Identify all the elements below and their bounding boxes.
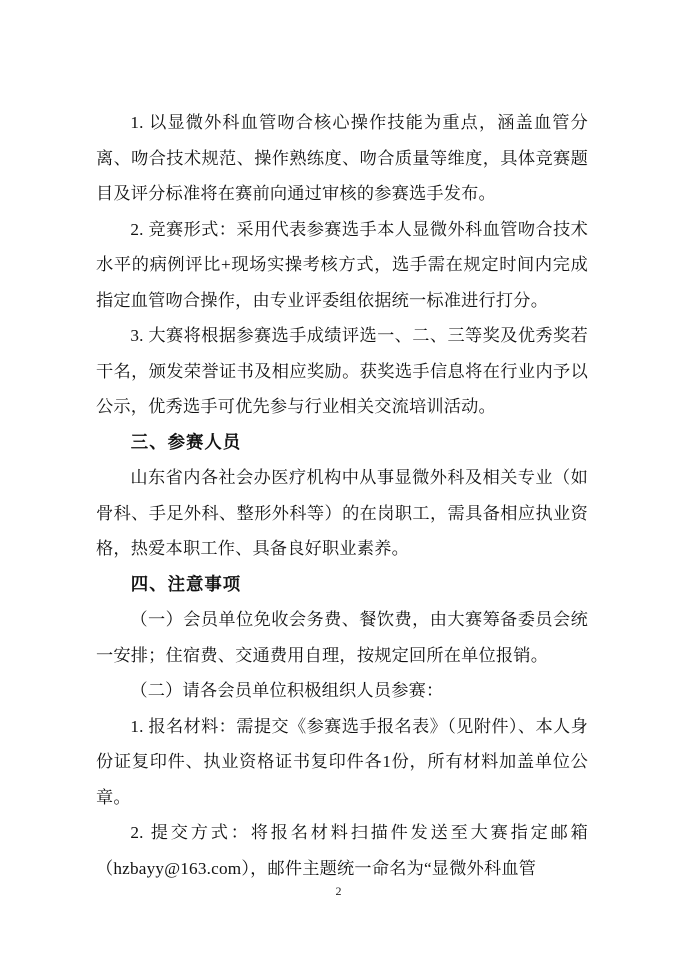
paragraph-note-1: （一）会员单位免收会务费、餐饮费，由大赛筹备委员会统一安排；住宿费、交通费用自理，按规定回所在单位报销。 [96,610,588,665]
section-heading-participants: 三、参赛人员 [130,431,242,452]
paragraph-item-2: 2. 竞赛形式：采用代表参赛选手本人显微外科血管吻合技术水平的病例评比+现场实操考核方式，选手需在规定时间内完成指定血管吻合操作，由专业评委组依据统一标准进行打分。 [96,219,588,310]
paragraph-note-2-item-2: 2. 提交方式：将报名材料扫描件发送至大赛指定邮箱（hzbayy@163.com），邮件主题统一命名为“显微外科血管 [96,823,588,878]
document-body [96,105,588,886]
paragraph-item-3: 3. 大赛将根据参赛选手成绩评选一、二、三等奖及优秀奖若干名，颁发荣誉证书及相应奖励。获奖选手信息将在行业内予以公示，优秀选手可优先参与行业相关交流培训活动。 [96,326,588,416]
paragraph-participants-body: 山东省内各社会办医疗机构中从事显微外科及相关专业（如骨科、手足外科、整形外科等）的在岗职工，需具备相应执业资格，热爱本职工作、具备良好职业素养。 [96,468,588,558]
paragraph-note-2-item-1: 1. 报名材料：需提交《参赛选手报名表》（见附件）、本人身份证复印件、执业资格证书复印件各1份，所有材料加盖单位公章。 [96,716,588,807]
paragraph-note-2: （二）请各会员单位积极组织人员参赛： [130,681,444,700]
page-number: 2 [335,884,342,898]
paragraph-item-1: 1. 以显微外科血管吻合核心操作技能为重点，涵盖血管分离、吻合技术规范、操作熟练度、吻合质量等维度，具体竞赛题目及评分标准将在赛前向通过审核的参赛选手发布。 [96,113,588,203]
section-heading-notes: 四、注意事项 [130,573,242,594]
